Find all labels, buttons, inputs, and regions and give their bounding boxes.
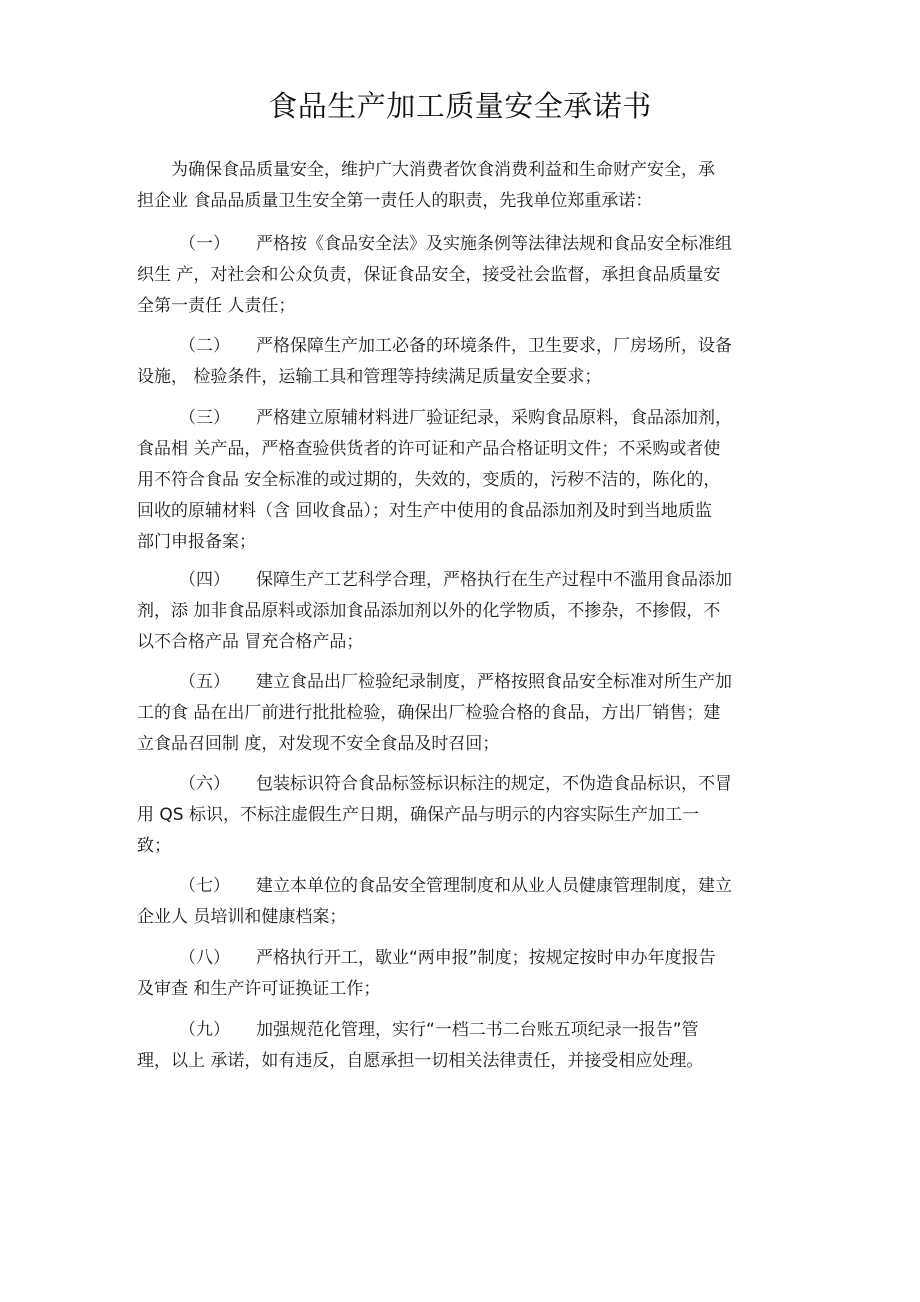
commitment-item-6 <box>137 769 777 862</box>
item-line: 加强规范化管理，实行“一档二书二台账五项纪录一报告”管 <box>256 1020 699 1040</box>
commitment-item-5 <box>137 667 777 760</box>
commitment-item-8 <box>137 943 777 1005</box>
commitment-item-1 <box>137 229 777 322</box>
item-line: 保障生产工艺科学合理，严格执行在生产过程中不滥用食品添加 <box>256 570 732 590</box>
item-line: 以不合格产品 冒充合格产品； <box>137 632 364 652</box>
item-line: 剂，添 加非食品原料或添加食品添加剂以外的化学物质，不掺杂，不掺假，不 <box>137 601 721 621</box>
item-line: 理，以上 承诺，如有违反，自愿承担一切相关法律责任，并接受相应处理。 <box>137 1051 704 1071</box>
item-line: 用 QS 标识，不标注虚假生产日期，确保产品与明示的内容实际生产加工一 <box>137 805 699 825</box>
item-line: 回收的原辅材料（含 回收食品）；对生产中使用的食品添加剂及时到当地质监 <box>137 501 712 521</box>
item-line: 食品相 关产品，严格查验供货者的许可证和产品合格证明文件；不采购或者使 <box>137 439 721 459</box>
commitment-item-4 <box>137 565 777 658</box>
item-line: 建立食品出厂检验纪录制度，严格按照食品安全标准对所生产加 <box>256 672 732 692</box>
intro-paragraph <box>137 155 777 217</box>
item-line: 织生 产，对社会和公众负责，保证食品安全，接受社会监督，承担食品质量安 <box>137 265 721 285</box>
item-line: 严格保障生产加工必备的环境条件，卫生要求，厂房场所，设备 <box>256 336 732 356</box>
item-line: 企业人 员培训和健康档案； <box>137 907 347 927</box>
item-line: 包装标识符合食品标签标识标注的规定，不伪造食品标识，不冒 <box>256 774 732 794</box>
commitment-item-9 <box>137 1015 777 1077</box>
item-number: （九） <box>179 1020 230 1040</box>
commitment-item-3 <box>137 403 777 558</box>
item-number: （八） <box>179 948 230 968</box>
item-line: 严格建立原辅材料进厂验证纪录，采购食品原料，食品添加剂， <box>256 408 732 428</box>
item-line: 部门申报备案； <box>137 532 256 552</box>
intro-line: 担企业 食品品质量卫生安全第一责任人的职责，先我单位郑重承诺： <box>137 191 653 211</box>
intro-line: 为确保食品质量安全，维护广大消费者饮食消费利益和生命财产安全，承 <box>171 160 715 180</box>
item-line: 立食品召回制 度，对发现不安全食品及时召回； <box>137 734 500 754</box>
item-line: 设施， 检验条件，运输工具和管理等持续满足质量安全要求； <box>137 367 602 387</box>
item-line: 用不符合食品 安全标准的或过期的，失效的，变质的，污秽不洁的，陈化的， <box>137 470 721 490</box>
item-line: 严格执行开工，歇业“两申报”制度；按规定按时申办年度报告 <box>256 948 716 968</box>
commitment-item-7 <box>137 871 777 933</box>
item-line: 及审查 和生产许可证换证工作； <box>137 979 381 999</box>
item-number: （二） <box>179 336 230 356</box>
commitment-item-2 <box>137 331 777 393</box>
item-number: （五） <box>179 672 230 692</box>
item-number: （六） <box>179 774 230 794</box>
item-line: 建立本单位的食品安全管理制度和从业人员健康管理制度，建立 <box>256 876 732 896</box>
item-line: 严格按《食品安全法》及实施条例等法律法规和食品安全标准组 <box>256 234 732 254</box>
item-number: （四） <box>179 570 230 590</box>
item-line: 工的食 品在出厂前进行批批检验，确保出厂检验合格的食品，方出厂销售；建 <box>137 703 721 723</box>
item-number: （七） <box>179 876 230 896</box>
item-line: 全第一责任 人责任； <box>137 296 296 316</box>
item-number: （一） <box>179 234 230 254</box>
item-line: 致； <box>137 836 171 856</box>
document-title: 食品生产加工质量安全承诺书 <box>268 89 652 123</box>
item-number: （三） <box>179 408 230 428</box>
